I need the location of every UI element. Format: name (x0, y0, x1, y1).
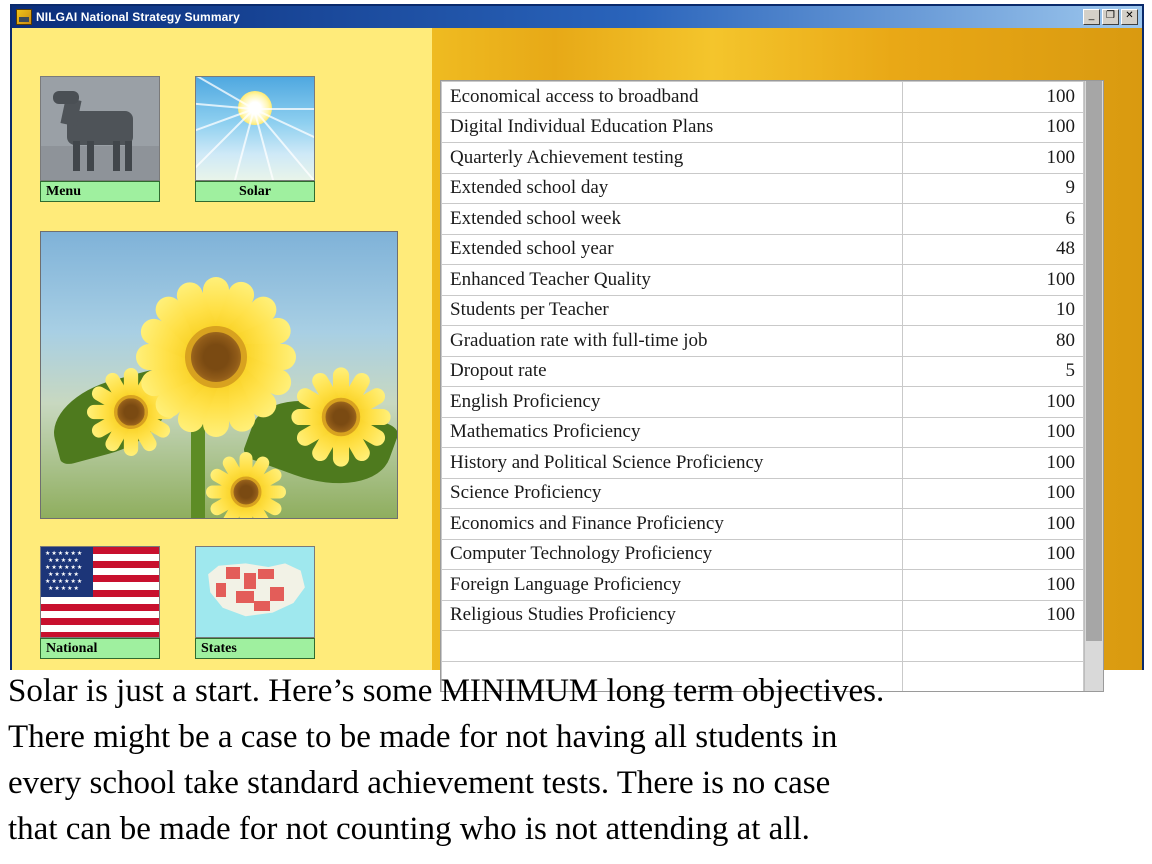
table-row[interactable] (442, 509, 1084, 540)
us-states-map (195, 546, 315, 638)
table-row[interactable] (442, 265, 1084, 296)
table-row[interactable] (442, 387, 1084, 418)
objective-label: Graduation rate with full-time job (442, 326, 903, 357)
objective-value: 100 (903, 417, 1084, 448)
map-state-highlight (254, 601, 270, 611)
table-row[interactable] (442, 143, 1084, 174)
objective-value: 100 (903, 112, 1084, 143)
thumbnail-national[interactable] (40, 546, 160, 659)
objective-value: 80 (903, 326, 1084, 357)
objective-value: 5 (903, 356, 1084, 387)
objective-label: Quarterly Achievement testing (442, 143, 903, 174)
thumbnail-solar-label[interactable]: Solar (195, 181, 315, 202)
photo-ground (41, 146, 159, 180)
scrollbar-thumb[interactable] (1086, 81, 1102, 641)
objective-label: Economics and Finance Proficiency (442, 509, 903, 540)
app-icon (16, 9, 32, 25)
objective-value: 100 (903, 143, 1084, 174)
objective-label: Extended school week (442, 204, 903, 235)
photo-animal-leg (87, 141, 94, 171)
window-client-area (12, 28, 1142, 670)
objective-label: Economical access to broadband (442, 82, 903, 113)
table-row[interactable] (442, 448, 1084, 479)
objective-label: Enhanced Teacher Quality (442, 265, 903, 296)
table-row[interactable] (442, 631, 1084, 662)
thumbnail-states-label[interactable]: States (195, 638, 315, 659)
objective-label: Dropout rate (442, 356, 903, 387)
objective-value: 100 (903, 82, 1084, 113)
table-row[interactable] (442, 204, 1084, 235)
application-window (10, 4, 1144, 670)
thumbnail-states[interactable] (195, 546, 315, 659)
objective-label: Digital Individual Education Plans (442, 112, 903, 143)
table-row[interactable] (442, 539, 1084, 570)
table-row[interactable] (442, 417, 1084, 448)
table-row[interactable] (442, 600, 1084, 631)
objective-label: Science Proficiency (442, 478, 903, 509)
title-bar (12, 6, 1142, 28)
table-row[interactable] (442, 112, 1084, 143)
solar-photo (195, 76, 315, 181)
objective-label: Computer Technology Proficiency (442, 539, 903, 570)
sunflower-bloom (204, 450, 289, 520)
photo-animal-leg (113, 141, 120, 171)
objective-value: 100 (903, 387, 1084, 418)
objective-label: Extended school year (442, 234, 903, 265)
map-state-highlight (216, 583, 226, 597)
objective-value: 100 (903, 539, 1084, 570)
objective-label: Religious Studies Proficiency (442, 600, 903, 631)
objective-value (903, 631, 1084, 662)
objective-label (442, 631, 903, 662)
thumbnail-menu-label[interactable]: Menu (40, 181, 160, 202)
objective-label: Students per Teacher (442, 295, 903, 326)
objective-value: 6 (903, 204, 1084, 235)
sunflower-photo (40, 231, 398, 519)
objective-label: History and Political Science Proficiency (442, 448, 903, 479)
maximize-icon[interactable]: ❐ (1102, 9, 1119, 25)
objectives-table-body (442, 82, 1084, 692)
nilgai-photo (40, 76, 160, 181)
sunflower-bloom (131, 272, 301, 442)
sunflower-bloom (288, 364, 393, 469)
sunflower-center (185, 326, 247, 388)
thumbnail-solar[interactable] (195, 76, 315, 202)
objective-value: 100 (903, 570, 1084, 601)
sun-ray (254, 108, 315, 110)
slide-caption (8, 668, 1144, 852)
map-state-highlight (244, 573, 256, 589)
vertical-scrollbar[interactable] (1084, 81, 1103, 691)
sunflower-center (231, 477, 262, 508)
objectives-table (441, 81, 1084, 691)
map-state-highlight (270, 587, 284, 601)
caption-line: Solar is just a start. Here’s some MINIMUM long term objectives. (8, 673, 885, 709)
objective-value: 9 (903, 173, 1084, 204)
objective-value: 48 (903, 234, 1084, 265)
objectives-table-panel (440, 80, 1104, 692)
map-state-highlight (258, 569, 274, 579)
objectives-grid (441, 81, 1084, 691)
thumbnail-national-label[interactable]: National (40, 638, 160, 659)
photo-animal-leg (125, 141, 132, 171)
caption-line: that can be made for not counting who is not attending at all. (8, 811, 810, 847)
objective-label: Mathematics Proficiency (442, 417, 903, 448)
objective-label: Foreign Language Proficiency (442, 570, 903, 601)
caption-line: every school take standard achievement tests. There is no case (8, 765, 831, 801)
table-row[interactable] (442, 173, 1084, 204)
minimize-icon[interactable]: _ (1083, 9, 1100, 25)
sunflower-center (322, 398, 360, 436)
thumbnail-menu[interactable] (40, 76, 160, 202)
objective-value: 10 (903, 295, 1084, 326)
left-panel (12, 28, 432, 670)
objective-label: Extended school day (442, 173, 903, 204)
table-row[interactable] (442, 82, 1084, 113)
objective-value: 100 (903, 600, 1084, 631)
objective-value: 100 (903, 478, 1084, 509)
table-row[interactable] (442, 570, 1084, 601)
table-row[interactable] (442, 326, 1084, 357)
us-flag-photo: ★★★★★★ ★★★★★ ★★★★★★ ★★★★★ ★★★★★★ ★★★★★ (40, 546, 160, 638)
objective-value: 100 (903, 265, 1084, 296)
table-row[interactable] (442, 356, 1084, 387)
objective-value: 100 (903, 509, 1084, 540)
map-state-highlight (226, 567, 240, 579)
table-row[interactable] (442, 295, 1084, 326)
photo-animal-head (53, 91, 79, 104)
close-icon[interactable]: ✕ (1121, 9, 1138, 25)
photo-animal-leg (73, 141, 80, 171)
table-row[interactable] (442, 234, 1084, 265)
table-row[interactable] (442, 478, 1084, 509)
window-controls (1083, 9, 1140, 25)
window-title: NILGAI National Strategy Summary (36, 10, 240, 24)
caption-line: There might be a case to be made for not having all students in (8, 719, 838, 755)
objective-value: 100 (903, 448, 1084, 479)
map-state-highlight (236, 591, 254, 603)
objective-label: English Proficiency (442, 387, 903, 418)
